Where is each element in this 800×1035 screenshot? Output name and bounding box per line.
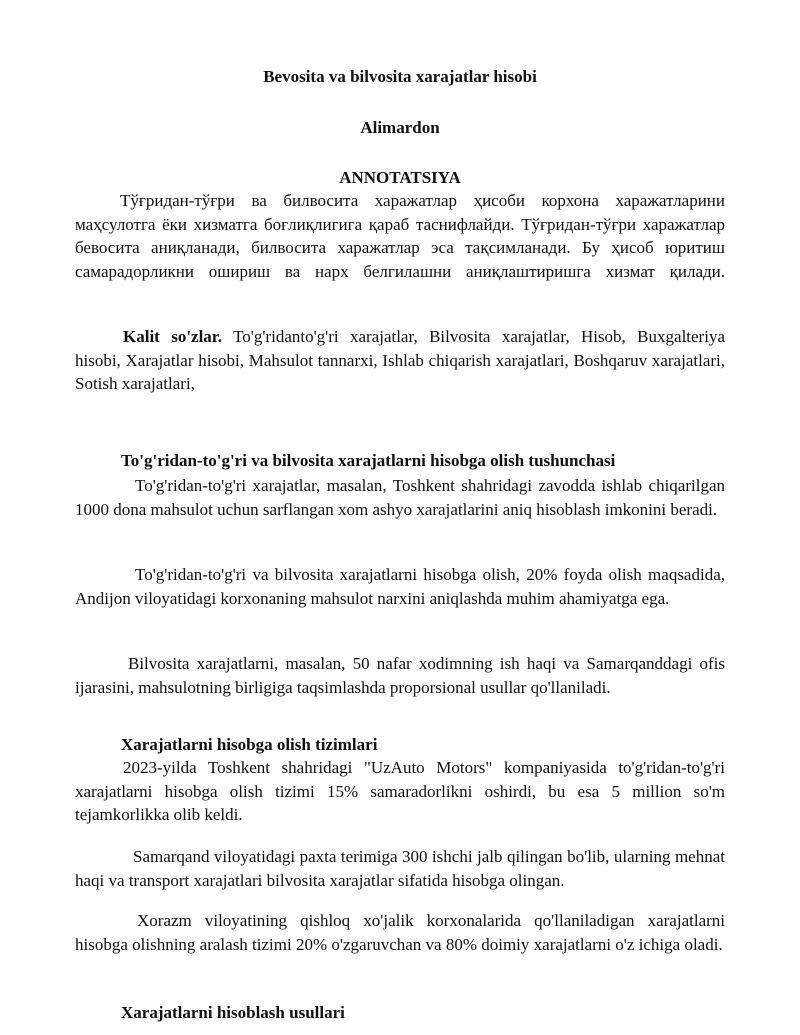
section2-paragraph-3: Xorazm viloyatining qishloq xo'jalik korxonalarida qo'llaniladigan xarajatlarni hisobga olishning aralash tizimi 20% o'zgaruvchan va 80% doimiy xarajatlarni o'z ichiga oladi.: [75, 911, 725, 954]
section1-paragraph-1: To'g'ridan-to'g'ri xarajatlar, masalan, Toshkent shahridagi zavodda ishlab chiqarilgan 1000 dona mahsulot uchun sarflangan xom ashyo xarajatlarini aniq hisoblash imkonini beradi.: [75, 476, 725, 519]
author-name: Alimardon: [360, 118, 440, 137]
section2-paragraph-2: Samarqand viloyatidagi paxta terimiga 300 ishchi jalb qilingan bo'lib, ularning mehnat haqi va transport xarajatlari bilvosita xarajatlar sifatida hisobga olingan.: [75, 847, 725, 890]
keywords-paragraph: [75, 325, 725, 396]
keywords-label: Kalit so'zlar.: [123, 327, 223, 346]
section1-paragraph-2: To'g'ridan-to'g'ri va bilvosita xarajatlarni hisobga olish, 20% foyda olish maqsadida, Andijon viloyatidagi korxonaning mahsulot narxini aniqlashda muhim ahamiyatga ega.: [75, 565, 725, 608]
section-heading-systems: Xarajatlarni hisobga olish tizimlari: [121, 735, 378, 754]
document-title: Bevosita va bilvosita xarajatlar hisobi: [263, 67, 537, 86]
section2-paragraph-1: 2023-yilda Toshkent shahridagi "UzAuto Motors" kompaniyasida to'g'ridan-to'g'ri xarajatlarni hisobga olish tizimi 15% samaradorlikni oshirdi, bu esa 5 million so'm tejamkorlikka olib keldi.: [75, 758, 725, 824]
annotation-heading: ANNOTATSIYA: [339, 168, 461, 187]
section-heading-methods: Xarajatlarni hisoblash usullari: [121, 1003, 345, 1022]
annotation-paragraph: Тўғридан-тўғри ва билвосита харажатлар ҳисоби корхона харажатларини маҳсулотга ёки хизматга боғлиқлигига қараб таснифлайди. Тўғридан-тўғри харажатлар бевосита аниқланади, билвосита харажатлар эса тақсимланади. Бу ҳисоб юритиш самарадорликни ошириш ва нарх белгилашни аниқлаштиришга хизмат қилади.: [75, 191, 725, 281]
section1-paragraph-3: Bilvosita xarajatlarni, masalan, 50 nafar xodimning ish haqi va Samarqanddagi ofis ijarasini, mahsulotning birligiga taqsimlashda proporsional usullar qo'llaniladi.: [75, 654, 725, 697]
section-heading-concept: To'g'ridan-to'g'ri va bilvosita xarajatlarni hisobga olish tushunchasi: [121, 451, 616, 470]
keywords-list: To'g'ridanto'g'ri xarajatlar, Bilvosita xarajatlar, Hisob, Buxgalteriya hisobi, Xarajatlar hisobi, Mahsulot tannarxi, Ishlab chiqarish xarajatlari, Boshqaruv xarajatlari, Sotish xarajatlari,: [75, 327, 725, 393]
